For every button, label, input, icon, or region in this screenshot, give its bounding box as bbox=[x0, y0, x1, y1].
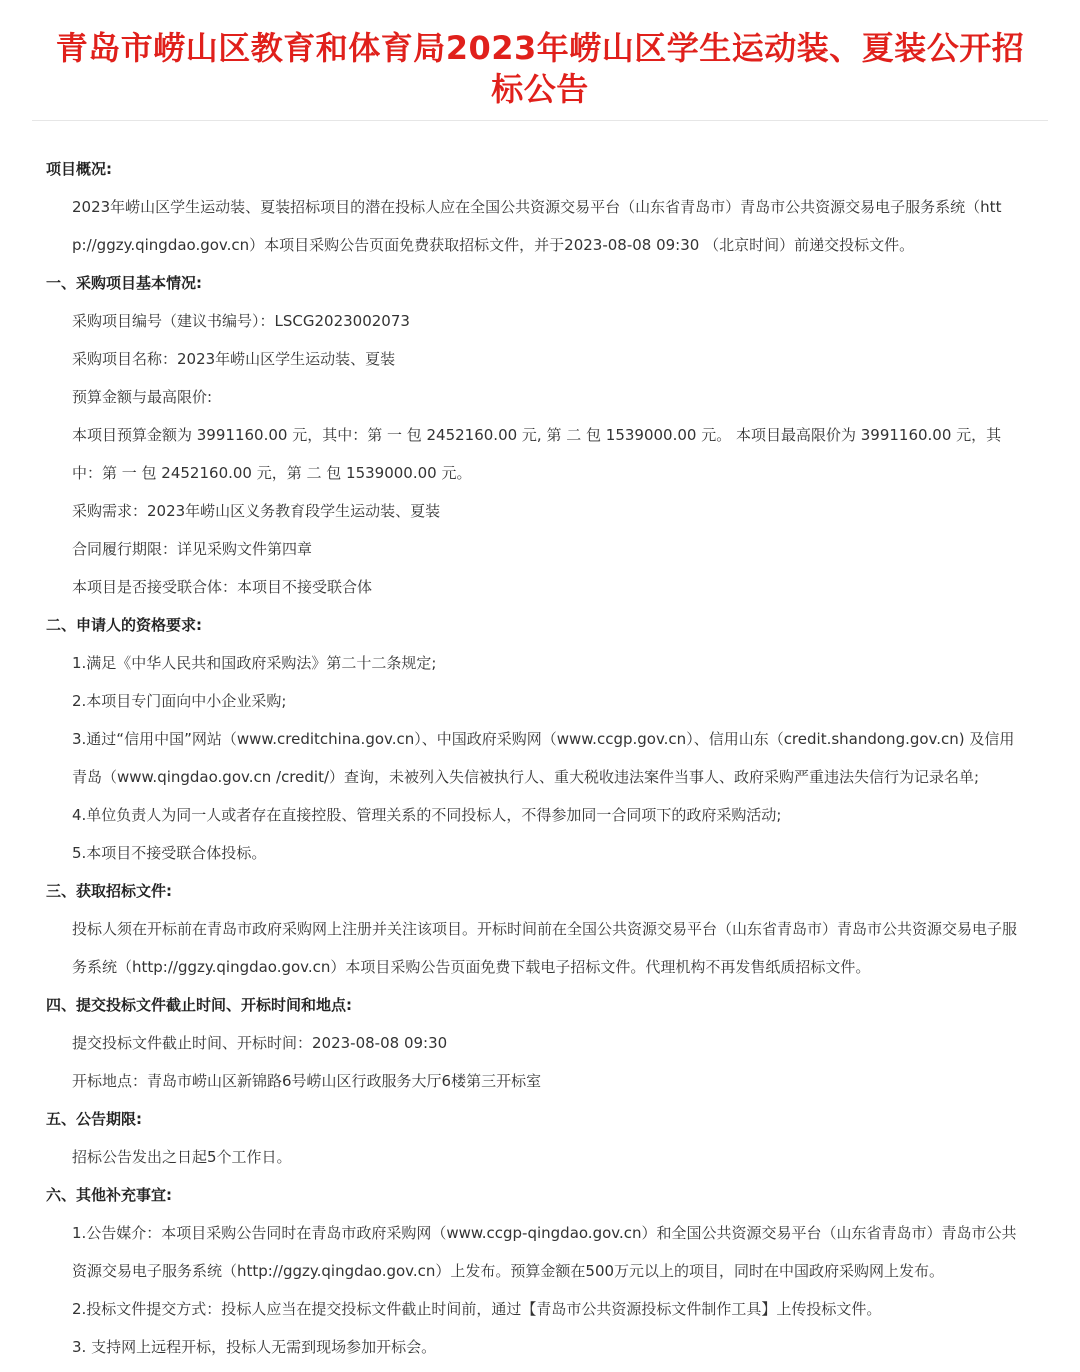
section-4-heading: 四、提交投标文件截止时间、开标时间和地点: bbox=[46, 996, 353, 1014]
project-number: 采购项目编号（建议书编号）：LSCG2023002073 bbox=[72, 312, 410, 330]
article-body bbox=[0, 121, 1080, 1366]
section-5-heading: 五、公告期限: bbox=[46, 1110, 142, 1128]
supplement-item: 3. 支持网上远程开标，投标人无需到现场参加开标会。 bbox=[72, 1338, 437, 1356]
overview-text: 2023年崂山区学生运动装、夏装招标项目的潜在投标人应在全国公共资源交易平台（山东省青岛市）青岛市公共资源交易电子服务系统（http://ggzy.qingdao.gov.cn）本项目采购公告页面免费获取招标文件，并于2023-08-08 09:30 （北京时间）前递交投标文件。 bbox=[72, 198, 1002, 254]
section-2-heading: 二、申请人的资格要求: bbox=[46, 616, 202, 634]
consortium-policy: 本项目是否接受联合体：本项目不接受联合体 bbox=[72, 578, 373, 596]
requirement-item: 1.满足《中华人民共和国政府采购法》第二十二条规定; bbox=[72, 654, 437, 672]
budget-label: 预算金额与最高限价: bbox=[72, 388, 213, 406]
project-name: 采购项目名称：2023年崂山区学生运动装、夏装 bbox=[72, 350, 396, 368]
budget-detail: 本项目预算金额为 3991160.00 元，其中：第 一 包 2452160.00 元, 第 二 包 1539000.00 元。 本项目最高限价为 3991160.00 元，其中：第 一 包 2452160.00 元，第 二 包 1539000.00 元。 bbox=[72, 426, 1002, 482]
supplement-item: 1.公告媒介：本项目采购公告同时在青岛市政府采购网（www.ccgp-qingdao.gov.cn）和全国公共资源交易平台（山东省青岛市）青岛市公共资源交易电子服务系统（http://ggzy.qingdao.gov.cn）上发布。预算金额在500万元以上的项目，同时在中国政府采购网上发布。 bbox=[72, 1224, 1017, 1280]
contract-period: 合同履行期限：详见采购文件第四章 bbox=[72, 540, 313, 558]
supplement-item: 2.投标文件提交方式：投标人应当在提交投标文件截止时间前，通过【青岛市公共资源投标文件制作工具】上传投标文件。 bbox=[72, 1300, 882, 1318]
deadline-time: 提交投标文件截止时间、开标时间：2023-08-08 09:30 bbox=[72, 1034, 448, 1052]
section-3-heading: 三、获取招标文件: bbox=[46, 882, 172, 900]
requirement-item: 3.通过“信用中国”网站（www.creditchina.gov.cn）、中国政府采购网（www.ccgp.gov.cn）、信用山东（credit.shandong.gov.cn) 及信用青岛（www.qingdao.gov.cn /credit/）查询，未被列入失信被执行人、重大税收违法案件当事人、政府采购严重违法失信行为记录名单; bbox=[72, 730, 1015, 786]
announcement-period: 招标公告发出之日起5个工作日。 bbox=[72, 1148, 292, 1166]
section-1-heading: 一、采购项目基本情况: bbox=[46, 274, 202, 292]
requirement-item: 5.本项目不接受联合体投标。 bbox=[72, 844, 267, 862]
obtain-documents-text: 投标人须在开标前在青岛市政府采购网上注册并关注该项目。开标时间前在全国公共资源交易平台（山东省青岛市）青岛市公共资源交易电子服务系统（http://ggzy.qingdao.gov.cn）本项目采购公告页面免费下载电子招标文件。代理机构不再发售纸质招标文件。 bbox=[72, 920, 1018, 976]
page-title: 青岛市崂山区教育和体育局2023年崂山区学生运动装、夏装公开招标公告 bbox=[55, 29, 1025, 108]
requirement-item: 2.本项目专门面向中小企业采购; bbox=[72, 692, 287, 710]
procurement-demand: 采购需求：2023年崂山区义务教育段学生运动装、夏装 bbox=[72, 502, 441, 520]
requirement-item: 4.单位负责人为同一人或者存在直接控股、管理关系的不同投标人，不得参加同一合同项下的政府采购活动; bbox=[72, 806, 782, 824]
bid-opening-location: 开标地点：青岛市崂山区新锦路6号崂山区行政服务大厅6楼第三开标室 bbox=[72, 1072, 542, 1090]
section-6-heading: 六、其他补充事宜: bbox=[46, 1186, 172, 1204]
overview-heading: 项目概况: bbox=[46, 160, 112, 178]
